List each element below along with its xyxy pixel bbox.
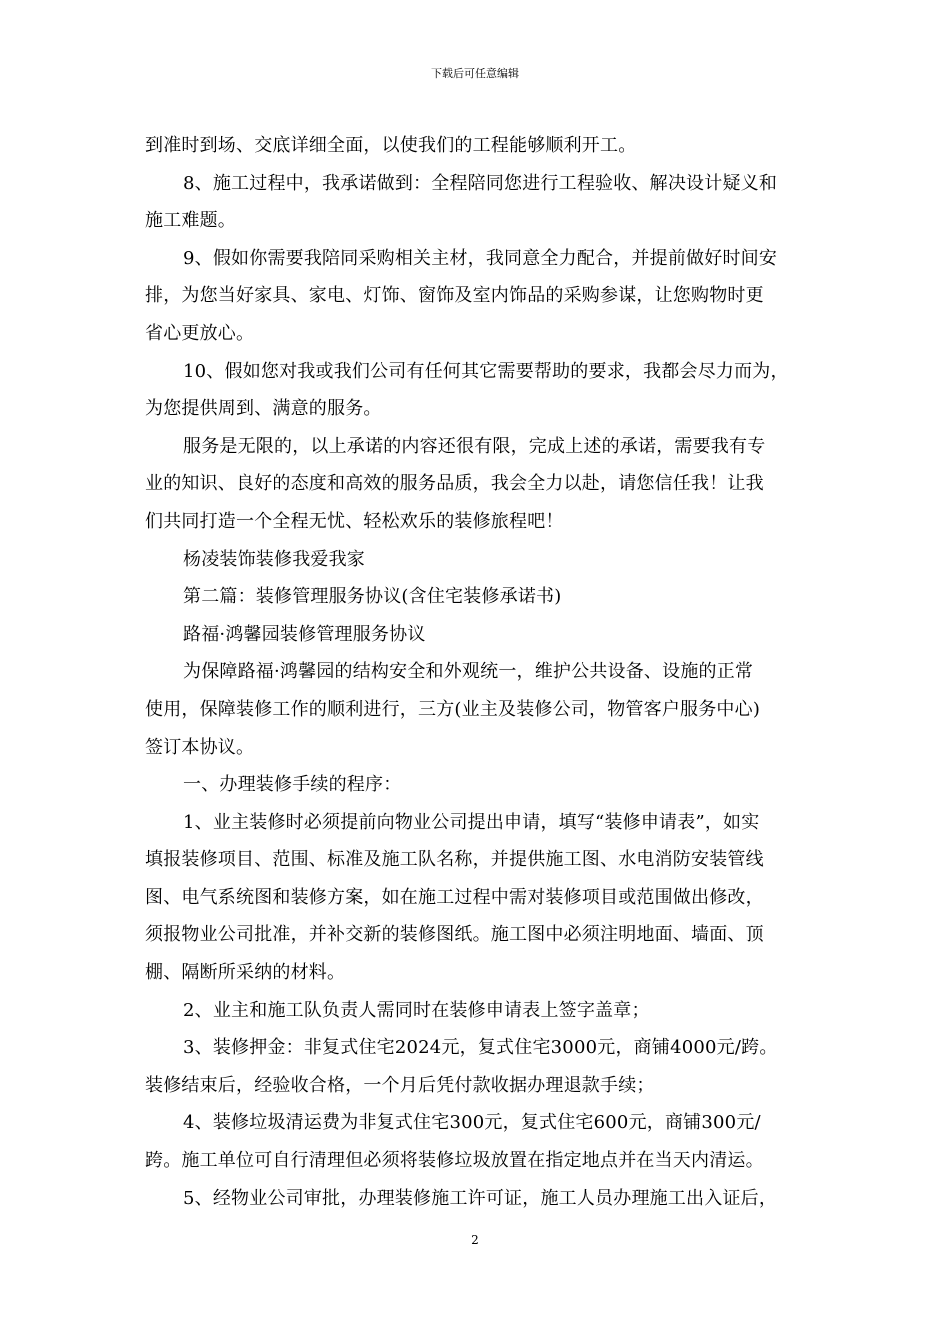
text-line: 服务是无限的，以上承诺的内容还很有限，完成上述的承诺，需要我有专 (183, 435, 766, 457)
text-line: 为保障路福·鸿馨园的结构安全和外观统一，维护公共设备、设施的正常 (183, 661, 754, 683)
text-line: 2、业主和施工队负责人需同时在装修申请表上签字盖章； (183, 999, 650, 1021)
text-line: 一、办理装修手续的程序： (183, 774, 402, 796)
text-line: 为您提供周到、满意的服务。 (145, 398, 382, 420)
document-body (145, 127, 815, 1217)
text-line: 1、业主装修时必须提前向物业公司提出申请，填写“装修申请表”，如实 (183, 811, 760, 833)
text-line: 10、假如您对我或我们公司有任何其它需要帮助的要求，我都会尽力而为， (183, 360, 789, 382)
text-line: 们共同打造一个全程无忧、轻松欢乐的装修旅程吧！ (145, 510, 564, 532)
text-line: 3、装修押金：非复式住宅2024元，复式住宅3000元，商铺4000元/跨。 (183, 1037, 778, 1059)
text-line: 业的知识、良好的态度和高效的服务品质，我会全力以赴，请您信任我！让我 (145, 473, 764, 495)
text-line: 9、假如你需要我陪同采购相关主材，我同意全力配合，并提前做好时间安 (183, 247, 778, 269)
text-line: 填报装修项目、范围、标准及施工队名称，并提供施工图、水电消防安装管线 (145, 849, 764, 871)
text-line: 第二篇：装修管理服务协议(含住宅装修承诺书) (183, 586, 562, 608)
text-line: 排，为您当好家具、家电、灯饰、窗饰及室内饰品的采购参谋，让您购物时更 (145, 285, 764, 307)
text-line: 5、经物业公司审批，办理装修施工许可证，施工人员办理施工出入证后， (183, 1187, 778, 1209)
page-number: 2 (471, 1233, 479, 1247)
text-line: 须报物业公司批准，并补交新的装修图纸。施工图中必须注明地面、墙面、顶 (145, 924, 764, 946)
text-line: 装修结束后，经验收合格，一个月后凭付款收据办理退款手续； (145, 1074, 655, 1096)
text-line: 到准时到场、交底详细全面，以使我们的工程能够顺利开工。 (145, 135, 637, 156)
text-line: 施工难题。 (145, 210, 236, 232)
text-line: 图、电气系统图和装修方案，如在施工过程中需对装修项目或范围做出修改， (145, 886, 764, 908)
text-line: 棚、隔断所采纳的材料。 (145, 962, 346, 984)
text-line: 路福·鸿馨园装修管理服务协议 (183, 623, 426, 645)
text-line: 跨。施工单位可自行清理但必须将装修垃圾放置在指定地点并在当天内清运。 (145, 1150, 764, 1172)
text-line: 省心更放心。 (145, 322, 255, 344)
text-line: 使用，保障装修工作的顺利进行，三方(业主及装修公司，物管客户服务中心) (145, 698, 761, 720)
text-line: 8、施工过程中，我承诺做到：全程陪同您进行工程验收、解决设计疑义和 (183, 172, 778, 194)
text-line: 杨凌装饰装修我爱我家 (183, 548, 365, 570)
text-line: 签订本协议。 (145, 736, 255, 758)
page-header: 下载后可任意编辑 (431, 67, 519, 80)
text-line: 4、装修垃圾清运费为非复式住宅300元，复式住宅600元，商铺300元/ (183, 1112, 761, 1134)
